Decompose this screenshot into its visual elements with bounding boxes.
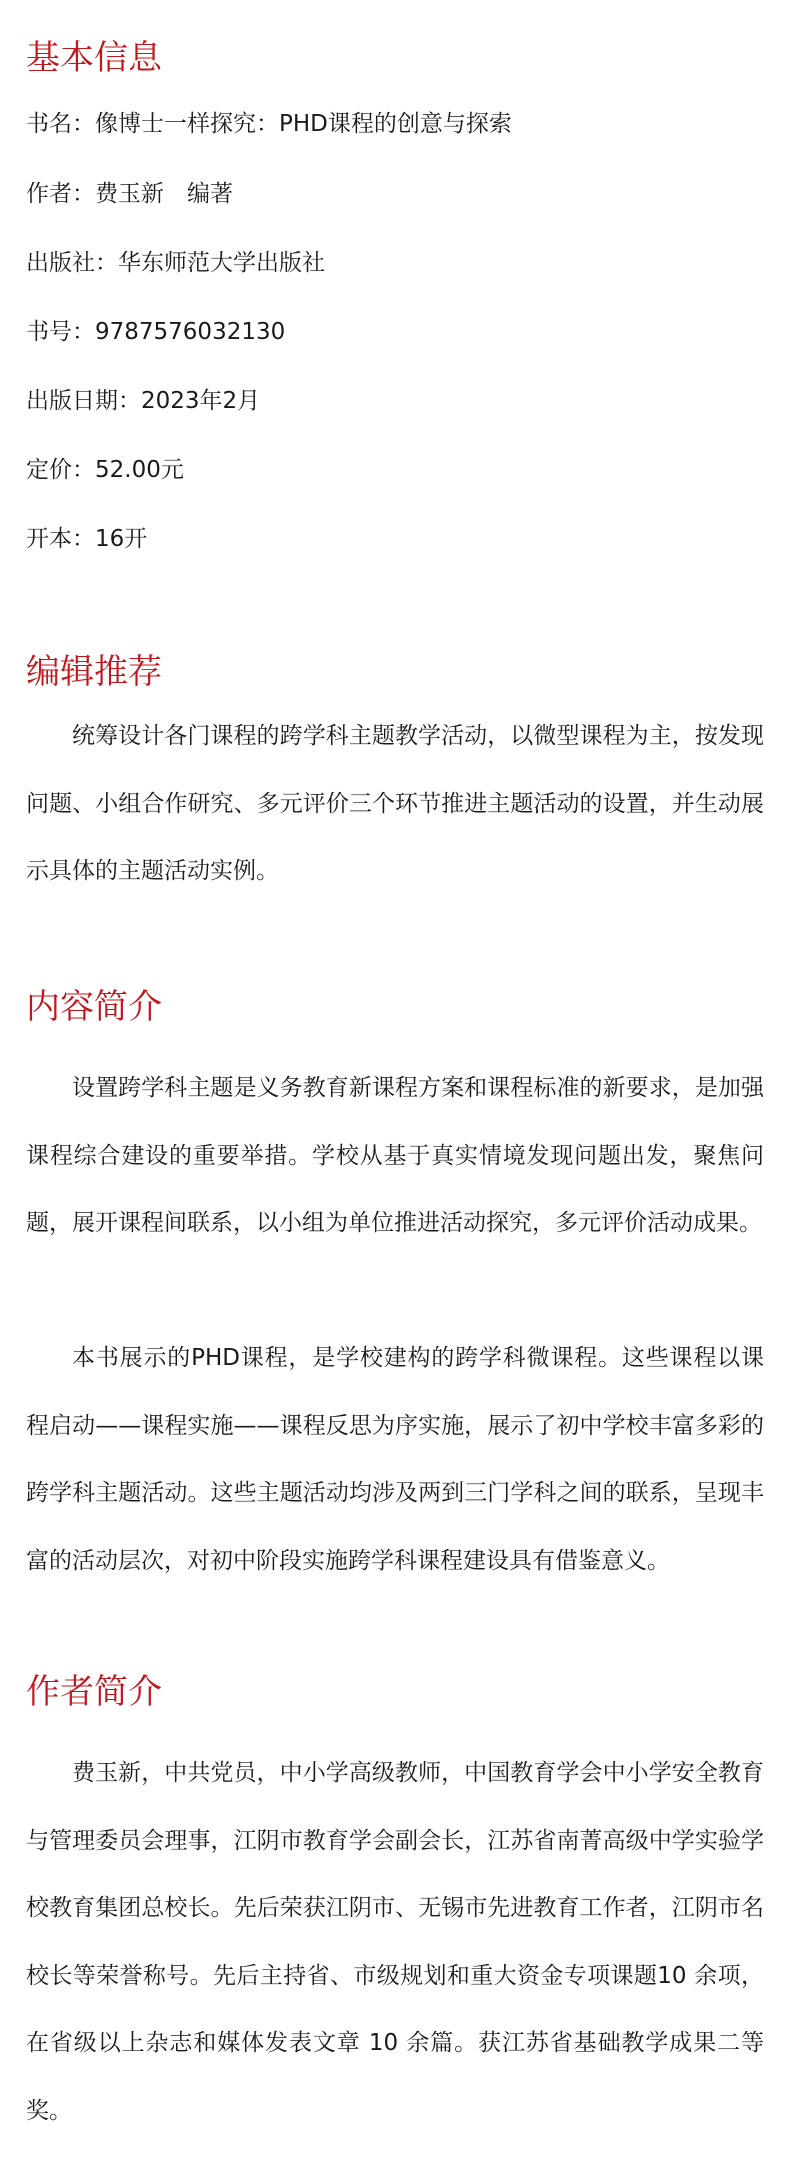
content-summary-paragraph-2: 本书展示的PHD课程，是学校建构的跨学科微课程。这些课程以课程启动——课程实施——课程反思为序实施，展示了初中学校丰富多彩的跨学科主题活动。这些主题活动均涉及两到三门学科之间的联系，呈现丰富的活动层次，对初中阶段实施跨学科课程建设具有借鉴意义。	[26, 1345, 764, 1574]
editor-recommendation-paragraph: 统筹设计各门课程的跨学科主题教学活动，以微型课程为主，按发现问题、小组合作研究、多元评价三个环节推进主题活动的设置，并生动展示具体的主题活动实例。	[26, 723, 764, 884]
author-intro-paragraph: 费玉新，中共党员，中小学高级教师，中国教育学会中小学安全教育与管理委员会理事，江阴市教育学会副会长，江苏省南菁高级中学实验学校教育集团总校长。先后荣获江阴市、无锡市先进教育工作者，江阴市名校长等荣誉称号。先后主持省、市级规划和重大资金专项课题10 余项，在省级以上杂志和媒体发表文章 10 余篇。获江苏省基础教学成果二等奖。	[26, 1760, 764, 2124]
basic-info-heading: 基本信息	[26, 38, 162, 78]
info-isbn: 书号：9787576032130	[26, 319, 286, 345]
content-summary-paragraph-1: 设置跨学科主题是义务教育新课程方案和课程标准的新要求，是加强课程综合建设的重要举措。学校从基于真实情境发现问题出发，聚焦问题，展开课程间联系，以小组为单位推进活动探究，多元评价活动成果。	[26, 1075, 764, 1236]
info-author: 作者：费玉新 编著	[26, 181, 233, 207]
editor-recommendation-heading: 编辑推荐	[26, 652, 162, 692]
info-publisher: 出版社：华东师范大学出版社	[26, 250, 325, 276]
info-book-title: 书名：像博士一样探究：PHD课程的创意与探索	[26, 111, 512, 137]
info-format: 开本：16开	[26, 526, 148, 552]
content-summary-heading: 内容简介	[26, 987, 162, 1027]
info-price: 定价：52.00元	[26, 457, 184, 483]
author-intro-heading: 作者简介	[26, 1672, 162, 1712]
info-publish-date: 出版日期：2023年2月	[26, 388, 261, 414]
